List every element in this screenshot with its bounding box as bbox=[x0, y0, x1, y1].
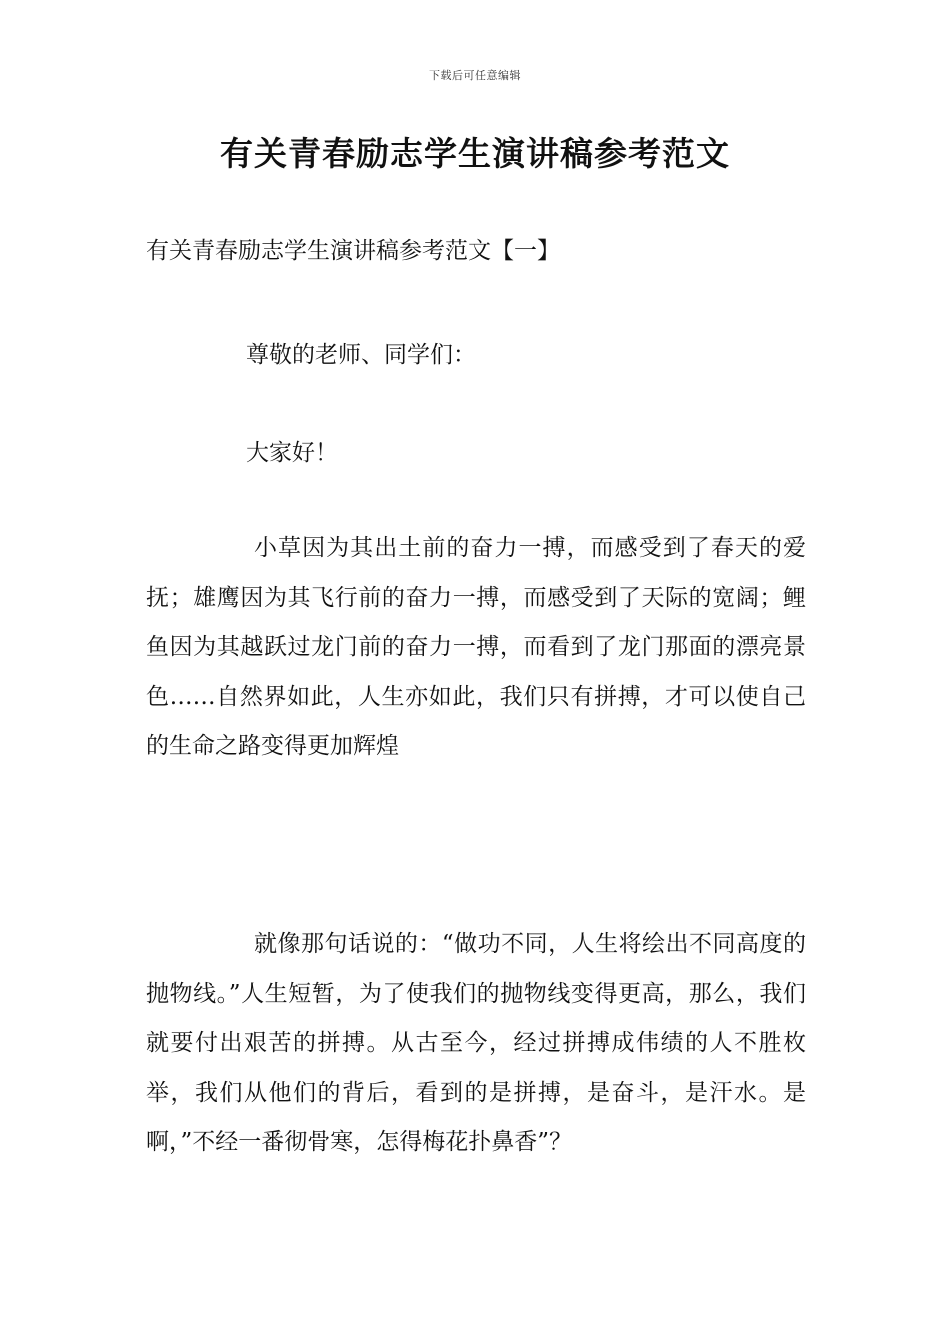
greeting-teachers: 尊敬的老师、同学们： bbox=[246, 342, 476, 368]
document-title: 有关青春励志学生演讲稿参考范文 bbox=[220, 134, 730, 173]
greeting-hello: 大家好！ bbox=[246, 440, 338, 466]
page-header-note: 下载后可任意编辑 bbox=[429, 69, 521, 82]
body-paragraph-2: 就像那句话说的：“做功不同，人生将绘出不同高度的抛物线。”人生短暂，为了使我们的抛物线变得更高，那么，我们就要付出艰苦的拼搏。从古至今，经过拼搏成伟绩的人不胜枚举，我们从他们的背后，看到的是拼搏，是奋斗，是汗水。是啊，”不经一番彻骨寒，怎得梅花扑鼻香”？ bbox=[146, 931, 806, 1155]
body-paragraph-1: 小草因为其出土前的奋力一搏，而感受到了春天的爱抚；雄鹰因为其飞行前的奋力一搏，而感受到了天际的宽阔；鲤鱼因为其越跃过龙门前的奋力一搏，而看到了龙门那面的漂亮景色……自然界如此，人生亦如此，我们只有拼搏，才可以使自己的生命之路变得更加辉煌 bbox=[146, 535, 806, 759]
section-heading: 有关青春励志学生演讲稿参考范文【一】 bbox=[146, 238, 560, 264]
